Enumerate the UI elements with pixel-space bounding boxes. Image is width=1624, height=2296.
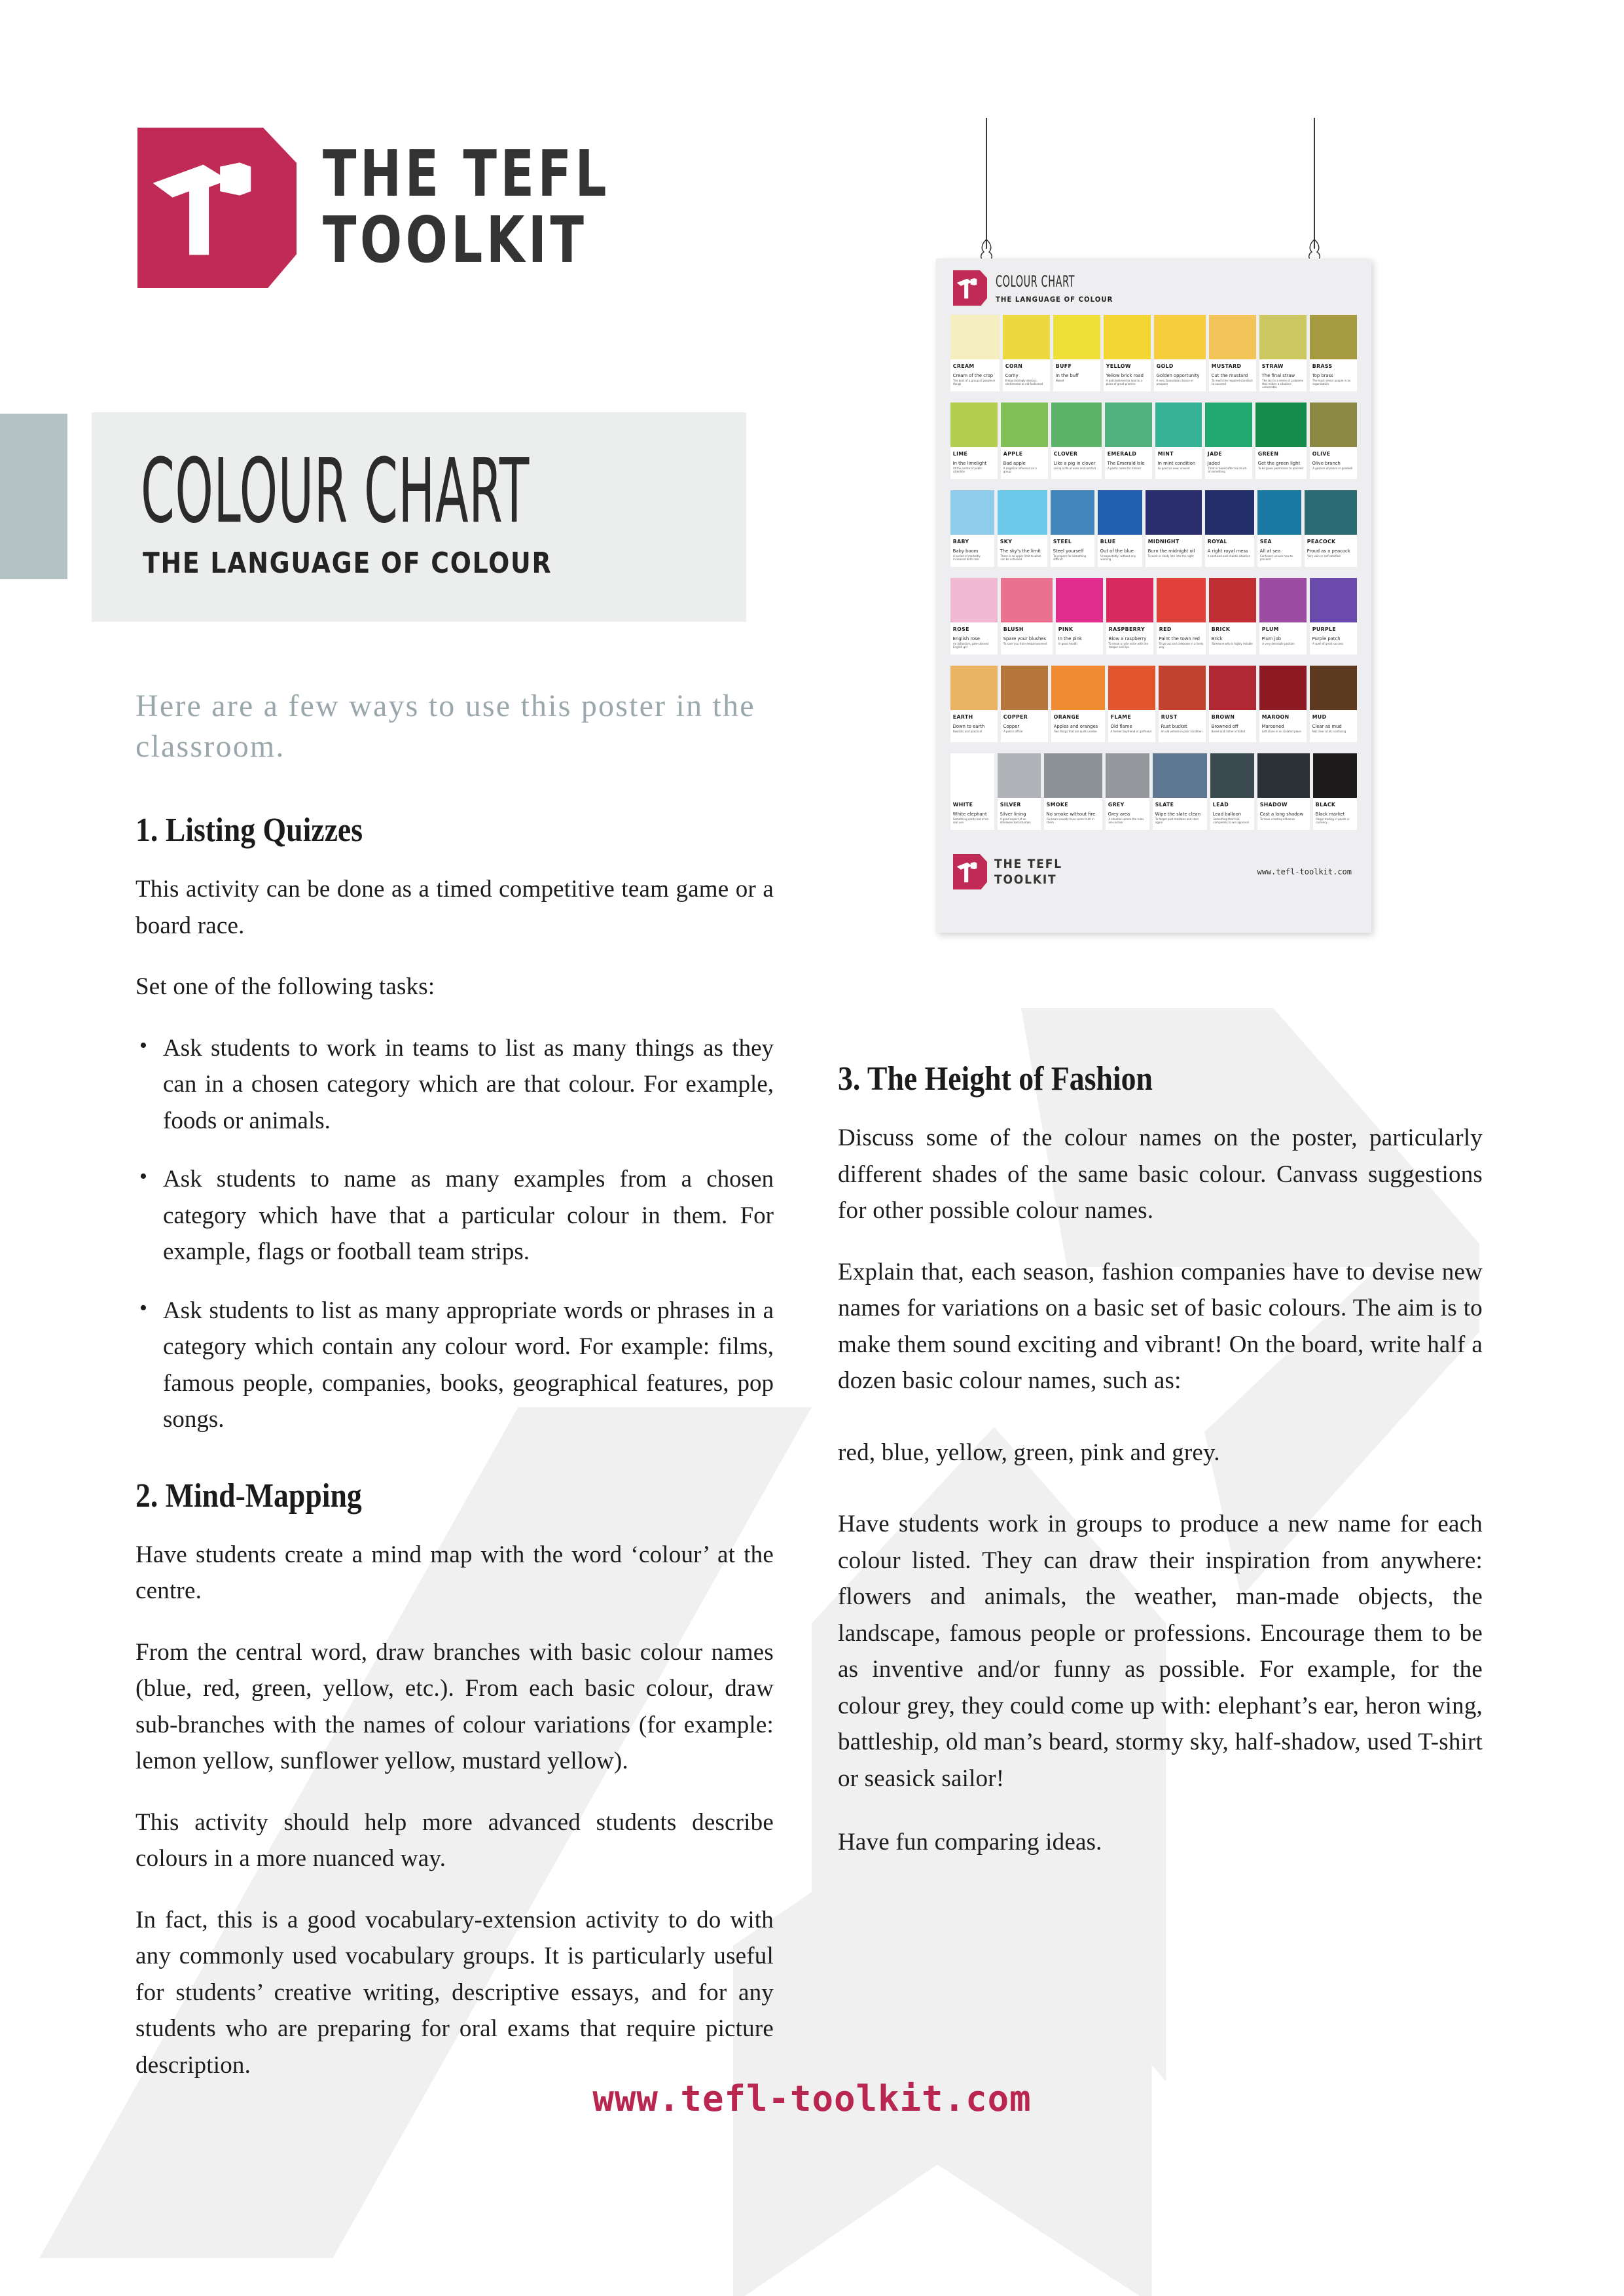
colour-name: MINT (1157, 450, 1174, 457)
colour-definition: Not clear at all; confusing (1312, 730, 1346, 733)
colour-name: ORANGE (1053, 713, 1080, 720)
colour-definition: Left alone in an isolated place (1261, 730, 1301, 733)
colour-name: EMERALD (1107, 450, 1137, 457)
colour-swatch-cell (950, 403, 998, 479)
colour-name: SKY (1000, 538, 1013, 545)
colour-definition: To forget past mistakes and start again (1155, 817, 1199, 824)
colour-idiom: Rust bucket (1161, 723, 1187, 729)
colour-swatch (950, 753, 994, 798)
colour-swatch (950, 490, 994, 535)
colour-swatch (1153, 753, 1207, 798)
colour-definition: An old vehicle in poor condition (1161, 730, 1202, 733)
colour-swatch-cell (1051, 490, 1094, 567)
colour-definition: A period of markedly increased birth rate (953, 554, 981, 561)
colour-definition: Realistic and practical (953, 730, 983, 733)
colour-idiom: Blow a raspberry (1108, 636, 1147, 641)
colour-swatch (1056, 578, 1103, 622)
colour-swatch (1310, 403, 1357, 447)
colour-definition: A gesture of peace or goodwill (1312, 467, 1353, 470)
colour-name: MIDNIGHT (1147, 538, 1180, 545)
page-subtitle: THE LANGUAGE OF COLOUR (143, 547, 552, 580)
colour-definition: A path believed to lead to a place of great promise (1106, 379, 1143, 386)
colour-swatch (1255, 403, 1307, 447)
section-1-paragraph-1: This activity can be done as a timed competitive team game or a board race. (135, 876, 774, 939)
colour-swatch-cell (998, 490, 1047, 567)
colour-swatch (950, 403, 998, 447)
colour-name: ROSE (952, 626, 969, 632)
colour-idiom: Apples and oranges (1053, 723, 1098, 729)
swatch-row (950, 403, 1357, 479)
colour-name: RASPBERRY (1108, 626, 1145, 632)
colour-name: LEAD (1213, 801, 1229, 808)
brand-logo (137, 128, 635, 288)
colour-idiom: All at sea (1259, 548, 1281, 554)
colour-swatch-cell (1104, 315, 1151, 391)
colour-name: GOLD (1156, 363, 1174, 369)
colour-name: STEEL (1053, 538, 1072, 545)
colour-definition: A very desirable position (1262, 642, 1295, 645)
colour-name: GREEN (1257, 450, 1279, 457)
swatch-row (950, 578, 1357, 655)
colour-idiom: Out of the blue (1100, 548, 1134, 554)
colour-definition: An attractive, pale-skinned English girl (953, 642, 989, 649)
colour-swatch-cell (1154, 315, 1206, 391)
colour-definition: Embarrassingly obvious, sentimental or old-fashioned (1005, 379, 1043, 386)
colour-swatch (1098, 490, 1142, 535)
colour-swatch (1108, 666, 1155, 710)
colour-swatch-cell (1310, 315, 1357, 391)
colour-idiom: Cream of the crop (952, 372, 994, 378)
colour-definition: Unexpectedly; without any warning (1100, 554, 1136, 561)
hanging-string-right (1314, 118, 1315, 249)
colour-name: RUST (1161, 713, 1178, 720)
poster-brand-line-1: THE TEFL (994, 856, 1062, 871)
colour-definition: The last in a series of problems that makes a situation unbearable (1262, 379, 1303, 389)
colour-idiom: Copper (1003, 723, 1020, 729)
hanging-string-left (986, 118, 987, 249)
colour-name: BLUE (1100, 538, 1116, 545)
poster-sheet (936, 259, 1371, 933)
section-1-paragraph-2: Set one of the following tasks: (135, 973, 435, 1001)
colour-swatch-cell (1257, 753, 1310, 830)
colour-swatch-cell (1257, 490, 1301, 567)
colour-swatch-cell (1310, 578, 1357, 655)
colour-swatch-cell (1051, 403, 1102, 479)
colour-definition: A situation where the rules are unclear (1108, 817, 1144, 824)
colour-swatch (1257, 753, 1310, 798)
colour-idiom: Old flame (1110, 723, 1132, 729)
colour-name: LIME (952, 450, 968, 457)
colour-name: BLACK (1316, 801, 1336, 808)
colour-idiom: No smoke without fire (1046, 811, 1096, 817)
colour-definition: Rumours usually have some truth in them (1047, 817, 1094, 824)
colour-idiom: Olive branch (1312, 460, 1341, 466)
colour-idiom: Plum job (1261, 636, 1282, 641)
poster-footer-url: www.tefl-toolkit.com (1257, 867, 1352, 876)
colour-definition: The best of a group of people or things (953, 379, 996, 386)
column-right (838, 1060, 1483, 1886)
colour-swatch-cell (1106, 753, 1149, 830)
colour-swatch (1310, 666, 1357, 710)
colour-name: CORN (1005, 363, 1022, 369)
colour-swatch (1051, 403, 1102, 447)
colour-name: FLAME (1110, 713, 1131, 720)
colour-swatch (1001, 578, 1053, 622)
section-heading-3: 3. The Height of Fashion (838, 1060, 1153, 1098)
colour-swatch-cell (1159, 666, 1206, 742)
section-2-paragraph-3: This activity should help more advanced students describe colours in a more nuanced way. (135, 1808, 774, 1873)
colour-swatch-cell (1001, 666, 1048, 742)
colour-idiom: Black market (1316, 811, 1345, 817)
colour-definition: A spell of great success (1312, 642, 1344, 645)
colour-definition: At the centre of public attention (953, 467, 983, 473)
section-3-paragraph-1: Discuss some of the colour names on the poster, particularly different shades of the same basic colour. Canvass suggestions for other possible colour names. (838, 1124, 1483, 1225)
colour-swatch (1146, 490, 1202, 535)
colour-swatch-grid (936, 306, 1371, 830)
colour-definition: To make a rude noise with the tongue and lips (1108, 642, 1148, 649)
colour-name: MAROON (1261, 713, 1290, 720)
colour-idiom: Get the green light (1257, 460, 1301, 466)
colour-swatch (1001, 403, 1048, 447)
section-2-paragraph-1: Have students create a mind map with the word ‘colour’ at the centre. (135, 1541, 774, 1605)
list-item: • Ask students to list as many appropriate words or phrases in a category which contain any colour word. For example: films, famous people, companies, books, geographical features, pop songs. (135, 1293, 774, 1438)
colour-swatch-cell (1108, 666, 1155, 742)
colour-swatch-cell (1259, 578, 1307, 655)
colour-definition: Something costly but of no real use (953, 817, 988, 824)
colour-idiom: In mint condition (1157, 460, 1195, 466)
colour-swatch-cell (1155, 403, 1202, 479)
colour-idiom: Burn the midnight oil (1147, 548, 1195, 554)
side-accent-bar (0, 414, 67, 579)
title-band (92, 412, 746, 622)
colour-swatch (1209, 578, 1256, 622)
colour-name: MUD (1312, 713, 1327, 720)
colour-name: CLOVER (1053, 450, 1077, 457)
colour-swatch (950, 315, 1000, 359)
colour-definition: In good health (1058, 642, 1077, 645)
colour-idiom: Spare your blushes (1003, 636, 1046, 641)
colour-name: CREAM (952, 363, 975, 369)
colour-definition: A poetic name for Ireland (1107, 467, 1141, 470)
poster-footer-hammer-icon (953, 854, 987, 889)
colour-idiom: Cut the mustard (1211, 372, 1248, 378)
colour-swatch (1106, 578, 1153, 622)
colour-idiom: Down to earth (952, 723, 985, 729)
swatch-row (950, 753, 1357, 830)
colour-idiom: A right royal mess (1207, 548, 1248, 554)
colour-name: OLIVE (1312, 450, 1331, 457)
colour-swatch-cell (1210, 753, 1254, 830)
colour-definition: To be given permission to proceed (1258, 467, 1303, 470)
section-3-closing: Have fun comparing ideas. (838, 1829, 1102, 1856)
colour-idiom: Baby boom (952, 548, 979, 554)
colour-swatch-cell (1157, 578, 1206, 655)
colour-name: SLATE (1155, 801, 1174, 808)
colour-swatch-cell (1209, 578, 1256, 655)
colour-idiom: Jaded (1208, 460, 1221, 466)
colour-idiom: Cast a long shadow (1259, 811, 1304, 817)
colour-idiom: Top brass (1312, 372, 1333, 378)
colour-idiom: Silver lining (1000, 811, 1026, 817)
colour-idiom: White elephant (952, 811, 987, 817)
colour-definition: A police officer (1003, 730, 1023, 733)
colour-swatch-cell (1305, 490, 1357, 567)
colour-definition: A former boyfriend or girlfriend (1110, 730, 1152, 733)
colour-name: BRICK (1212, 626, 1231, 632)
colour-definition: Someone who is highly reliable (1212, 642, 1253, 645)
colour-name: BABY (952, 538, 969, 545)
colour-swatch-cell (1209, 666, 1256, 742)
colour-swatch (1259, 315, 1307, 359)
colour-name: SHADOW (1259, 801, 1288, 808)
section-2-paragraph-4: In fact, this is a good vocabulary-extension activity to do with any commonly used vocabulary groups. It is particularly useful for students’ creative writing, descriptive essays, and for any students who are preparing for oral exams that require picture description. (135, 1906, 774, 2079)
colour-swatch-cell (950, 315, 1000, 391)
colour-swatch (1310, 315, 1357, 359)
colour-swatch-cell (1098, 490, 1142, 567)
colour-definition: To reach the required standard; to succeed (1212, 379, 1254, 386)
colour-name: PURPLE (1312, 626, 1337, 632)
colour-swatch (1157, 578, 1206, 622)
colour-name: APPLE (1003, 450, 1023, 457)
colour-name: BRASS (1312, 363, 1333, 369)
colour-idiom: Yellow brick road (1106, 372, 1144, 378)
colour-definition: A very favourable chance or prospect (1156, 379, 1194, 386)
colour-swatch-cell (1106, 578, 1153, 655)
colour-name: SILVER (1000, 801, 1021, 808)
colour-idiom: Purple patch (1312, 636, 1341, 641)
colour-swatch-cell (1146, 490, 1202, 567)
colour-swatch-cell (1044, 753, 1102, 830)
colour-name: YELLOW (1106, 363, 1131, 369)
colour-swatch (1051, 490, 1094, 535)
colour-idiom: Wipe the slate clean (1155, 811, 1201, 817)
colour-swatch (1305, 490, 1357, 535)
colour-name: PINK (1058, 626, 1074, 632)
colour-swatch (950, 666, 998, 710)
colour-swatch (1104, 315, 1151, 359)
colour-swatch-cell (1310, 403, 1357, 479)
colour-swatch (1210, 753, 1254, 798)
colour-idiom: Like a pig in clover (1053, 460, 1096, 466)
colour-swatch (1051, 666, 1104, 710)
colour-swatch-cell (1001, 578, 1053, 655)
colour-idiom: Brick (1212, 636, 1223, 641)
colour-swatch-cell (950, 578, 998, 655)
colour-name: WHITE (952, 801, 973, 808)
colour-idiom: The sky’s the limit (1000, 548, 1041, 554)
colour-idiom: In the pink (1058, 636, 1082, 641)
section-heading-2: 2. Mind-Mapping (135, 1477, 362, 1515)
colour-swatch-cell (998, 753, 1041, 830)
colour-name: RED (1159, 626, 1172, 632)
swatch-row (950, 666, 1357, 742)
colour-definition: Tired or bored after too much of something (1208, 467, 1247, 473)
colour-definition: To go out and celebrate in a lively way (1159, 642, 1204, 649)
colour-swatch (998, 490, 1047, 535)
colour-definition: Something that fails completely to win approval (1213, 817, 1249, 824)
colour-swatch (1001, 666, 1048, 710)
colour-swatch (1205, 490, 1254, 535)
colour-definition: A good aspect of an otherwise bad situation (1000, 817, 1031, 824)
colour-swatch-cell (1205, 490, 1254, 567)
poster-footer-brand (953, 854, 1070, 889)
list-item: • Ask students to name as many examples from a chosen category which have that a particular colour in them. For example, flags or football team strips. (135, 1161, 774, 1270)
colour-swatch (950, 578, 998, 622)
colour-name: BLUSH (1003, 626, 1024, 632)
colour-definition: Confused; unsure how to proceed (1259, 554, 1293, 561)
colour-name: ROYAL (1207, 538, 1227, 545)
colour-swatch-cell (1209, 315, 1256, 391)
colour-swatch-cell (1310, 666, 1357, 742)
colour-definition: To have a lasting influence (1260, 817, 1295, 821)
section-3-colour-list: red, blue, yellow, green, pink and grey. (838, 1439, 1220, 1466)
poster-footer (936, 841, 1371, 889)
colour-name: MUSTARD (1212, 363, 1242, 369)
colour-swatch-cell (1051, 666, 1104, 742)
colour-definition: Bored and rather irritated (1211, 730, 1246, 733)
colour-name: SEA (1259, 538, 1272, 545)
poster-title: COLOUR CHART (996, 272, 1075, 291)
colour-definition: As good as new; unused (1157, 467, 1190, 470)
colour-definition: A negative influence on a group (1003, 467, 1037, 473)
colour-idiom: Bad apple (1003, 460, 1026, 466)
colour-name: PLUM (1262, 626, 1280, 632)
colour-swatch (1003, 315, 1050, 359)
colour-swatch (1106, 753, 1149, 798)
colour-name: BUFF (1055, 363, 1072, 369)
colour-swatch-cell (1259, 666, 1307, 742)
colour-idiom: Browned off (1211, 723, 1238, 729)
brand-wordmark (323, 137, 635, 277)
poster-brand-line-2: TOOLKIT (994, 872, 1057, 887)
colour-definition: Illegal trading in goods or currency (1316, 817, 1350, 824)
colour-swatch (1259, 666, 1307, 710)
colour-definition: To work or study late into the night (1147, 554, 1194, 558)
colour-swatch-cell (1259, 315, 1307, 391)
section-3-paragraph-3: Have students work in groups to produce a new name for each colour listed. They can draw their inspiration from anywhere: flowers and animals, the weather, man-made objects, the landscape, famous people or professions. Encourage them to be as inventive and/or funny as possible. For example, for the colour grey, they could come up with: elephant’s ear, heron wing, battleship, old man’s beard, stormy sky, half-shadow, used T-shirt or seasick sailor! (838, 1511, 1483, 1792)
intro-text: Here are a few ways to use this poster in the classroom. (135, 689, 755, 764)
colour-idiom: In the buff (1055, 372, 1079, 378)
colour-definition: Very vain or self-satisfied (1307, 554, 1341, 558)
section-1-bullet-list (135, 1030, 774, 1438)
colour-swatch-cell (1001, 403, 1048, 479)
colour-idiom: Golden opportunity (1156, 372, 1200, 378)
colour-definition: To save you from embarrassment (1003, 642, 1047, 645)
brand-line-1: THE TEFL (323, 137, 611, 211)
colour-swatch (1105, 403, 1152, 447)
colour-swatch (1310, 578, 1357, 622)
poster-footer-wordmark (994, 858, 1070, 886)
colour-swatch (1209, 315, 1256, 359)
colour-swatch (1257, 490, 1301, 535)
colour-name: STRAW (1261, 363, 1284, 369)
colour-idiom: In the limelight (952, 460, 987, 466)
colour-swatch-cell (1153, 753, 1207, 830)
colour-swatch-cell (1313, 753, 1357, 830)
colour-definition: To prepare for something difficult (1053, 554, 1087, 561)
colour-idiom: Corny (1005, 372, 1019, 378)
section-heading-1: 1. Listing Quizzes (135, 812, 363, 849)
colour-swatch (1259, 578, 1307, 622)
colour-swatch (998, 753, 1041, 798)
swatch-row (950, 315, 1357, 391)
colour-swatch (1154, 315, 1206, 359)
colour-swatch-cell (950, 490, 994, 567)
poster-photograph (916, 118, 1394, 969)
section-3-paragraph-2: Explain that, each season, fashion companies have to devise new names for variations on a basic set of basic colours. The aim is to make them sound exciting and vibrant! On the board, write half a dozen basic colour names, such as: (838, 1258, 1483, 1395)
colour-swatch-cell (1255, 403, 1307, 479)
colour-swatch (1044, 753, 1102, 798)
hammer-logo-icon (137, 128, 297, 288)
colour-definition: Naked (1055, 379, 1064, 382)
colour-swatch-cell (950, 666, 998, 742)
colour-name: COPPER (1003, 713, 1028, 720)
colour-idiom: English rose (952, 636, 980, 641)
colour-idiom: The final straw (1261, 372, 1295, 378)
list-item: • Ask students to work in teams to list as many things as they can in a chosen category which are that colour. For example, foods or animals. (135, 1030, 774, 1139)
page-title: COLOUR CHART (141, 440, 530, 543)
swatch-row (950, 490, 1357, 567)
colour-definition: A confused and chaotic situation (1207, 554, 1251, 558)
colour-idiom: Grey area (1108, 811, 1130, 817)
colour-idiom: Steel yourself (1053, 548, 1084, 554)
colour-swatch-cell (950, 753, 994, 830)
colour-definition: Two things that are quite unalike (1054, 730, 1097, 733)
colour-swatch-cell (1105, 403, 1152, 479)
colour-swatch (1209, 666, 1256, 710)
colour-swatch-cell (1003, 315, 1050, 391)
colour-name: BROWN (1211, 713, 1235, 720)
colour-swatch (1205, 403, 1252, 447)
colour-definition: Living a life of ease and comfort (1053, 467, 1096, 470)
colour-idiom: Paint the town red (1159, 636, 1200, 641)
footer-website-url[interactable]: www.tefl-toolkit.com (592, 2078, 1032, 2119)
poster-hammer-logo-icon (953, 270, 987, 306)
colour-idiom: Clear as mud (1312, 723, 1342, 729)
colour-name: SMOKE (1047, 801, 1069, 808)
colour-swatch (1053, 315, 1100, 359)
colour-name: EARTH (952, 713, 973, 720)
brand-line-2: TOOLKIT (323, 203, 588, 277)
colour-definition: There is no upper limit to what can be achieved (1000, 554, 1041, 561)
colour-swatch (1313, 753, 1357, 798)
colour-idiom: Marooned (1261, 723, 1284, 729)
colour-swatch (1155, 403, 1202, 447)
poster-subtitle: THE LANGUAGE OF COLOUR (996, 295, 1113, 304)
colour-name: PEACOCK (1307, 538, 1336, 545)
section-2-paragraph-2: From the central word, draw branches with basic colour names (blue, red, green, yellow, etc.). From each basic colour, draw sub-branches with the names of colour variations (for example: lemon yellow, sunflower yellow, mustard yellow). (135, 1638, 774, 1775)
colour-definition: The most senior people in an organisation (1312, 379, 1351, 386)
colour-swatch-cell (1053, 315, 1100, 391)
colour-name: JADE (1208, 450, 1223, 457)
colour-swatch-cell (1056, 578, 1103, 655)
column-left (135, 812, 774, 2108)
colour-name: GREY (1108, 801, 1125, 808)
colour-idiom: The Emerald Isle (1107, 460, 1145, 466)
colour-swatch (1159, 666, 1206, 710)
colour-idiom: Proud as a peacock (1307, 548, 1350, 554)
colour-swatch-cell (1205, 403, 1252, 479)
poster-titles (996, 272, 1128, 304)
colour-idiom: Lead balloon (1213, 811, 1242, 817)
poster-header (936, 259, 1371, 306)
